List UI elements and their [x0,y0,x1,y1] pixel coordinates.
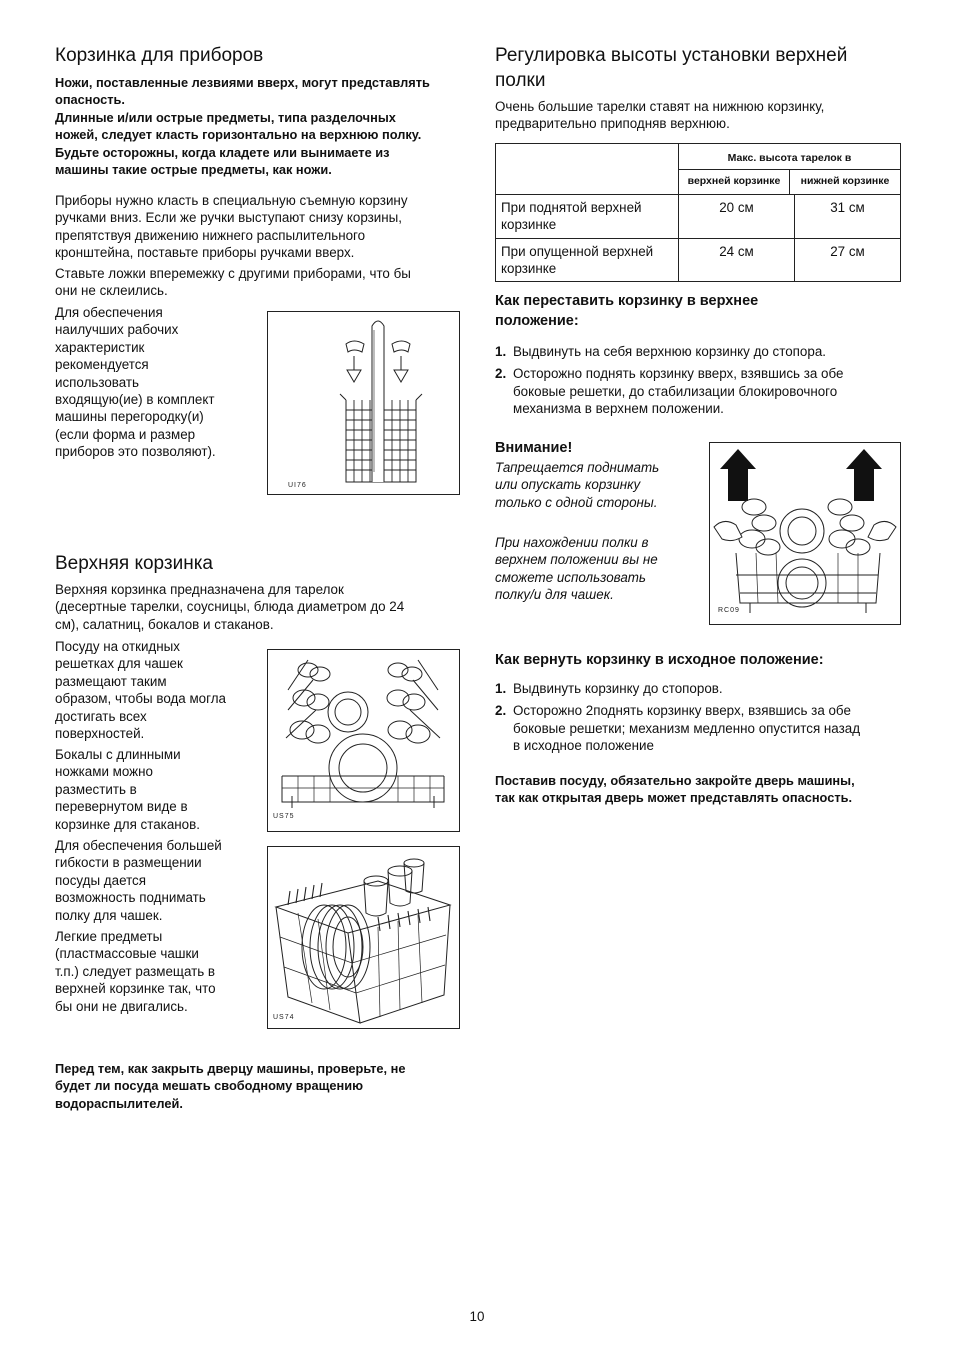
upper-basket-paragraph-4: Легкие предметы (пластмассовые чашки т.п.) следует размещать в верхней корзинке так, что бы они не двигались. [55,929,216,1014]
list-item: 2. Осторожно 2поднять корзинку вверх, взявшись за обе боковые решетки; механизм медленно опустится назад в исходное положение [495,703,861,754]
page-number: 10 [469,1309,485,1324]
height-table-header-top: Макс. высота тарелок в [679,144,900,170]
row-upper-value: 20 см [679,194,795,238]
attention-text-1: Тапрещается поднимать или опускать корзинку только с одной стороны. [495,460,660,510]
attention-text-2: При нахождении полки в верхнем положении вы не сможете использовать полку/и для чашек. [495,535,658,603]
height-adjust-intro: Очень большие тарелки ставят на нижнюю корзинку, предварительно приподняв верхнюю. [495,99,825,132]
raise-steps [495,343,905,423]
height-table [495,143,901,282]
lower-basket-title: Как вернуть корзинку в исходное положение: [495,652,824,668]
height-table-header-row [496,144,901,195]
upper-basket-plates-figure [267,846,460,1029]
upper-basket-paragraph-2: Бокалы с длинными ножками можно разместить в перевернутом виде в корзинке для стаканов. [55,747,200,832]
lower-steps [495,680,905,760]
table-row [496,238,901,282]
row-label: При опущенной верхней корзинке [496,238,679,282]
raise-basket-illustration [710,443,900,624]
row-upper-value: 24 см [679,238,795,282]
raise-basket-title: Как переставить корзинку в верхнее положение: [495,293,759,329]
cutlery-paragraph-3: Для обеспечения наилучших рабочих характеристик рекомендуется использовать входящую(ие) в комплект машины перегородку(и) (если форма и размер приборов это позволяют). [55,305,216,460]
upper-basket-title: Верхняя корзинка [55,553,214,574]
table-row [496,194,901,238]
row-label: При поднятой верхней корзинке [496,194,679,238]
height-table-header [679,144,901,195]
height-table-corner [496,144,679,195]
figure-label: US75 [273,813,295,820]
row-lower-value: 31 см [795,194,901,238]
height-table-col-upper: верхней корзинке [679,170,790,193]
cutlery-paragraph-2: Ставьте ложки вперемежку с другими приборами, что бы они не склеились. [55,266,411,299]
raise-basket-figure [709,442,901,625]
cutlery-paragraph-1: Приборы нужно класть в специальную съемную корзину ручками вниз. Если же ручки выступают снизу корзины, препятствуя движению нижнего распылительного кронштейна, поставьте приборы ручками вверх. [55,193,408,261]
height-adjust-title: Регулировка высоты установки верхней полки [495,45,848,91]
list-item: 2. Осторожно поднять корзинку вверх, взявшись за обе боковые решетки, до стабилизации блокировочного механизма в верхнем положении. [495,366,844,417]
list-item: 1. Выдвинуть на себя верхнюю корзинку до стопора. [495,344,826,359]
upper-basket-paragraph-1: Посуду на откидных решетках для чашек размещают таким образом, чтобы вода могла достигать всех поверхностей. [55,639,226,742]
figure-label: RC09 [718,607,740,614]
upper-basket-plates-illustration [268,847,459,1028]
row-lower-value: 27 см [795,238,901,282]
cutlery-basket-illustration [268,312,459,494]
upper-basket-cups-illustration [268,650,459,831]
figure-label: US74 [273,1014,295,1021]
upper-basket-closing-warning: Перед тем, как закрыть дверцу машины, проверьте, не будет ли посуда мешать свободному вращению водораспылителей. [55,1061,406,1111]
upper-basket-paragraph-3: Для обеспечения большей гибкости в размещении посуды дается возможность поднимать полку для чашек. [55,838,222,923]
height-table-col-lower: нижней корзинке [800,175,890,188]
figure-label: UI76 [288,482,307,489]
upper-basket-intro: Верхняя корзинка предназначена для тарелок (десертные тарелки, соусницы, блюда диаметром до 24 см), салатниц, бокалов и стаканов. [55,582,405,632]
cutlery-warning: Ножи, поставленные лезвиями вверх, могут представлять опасность. Длинные и/или острые предметы, типа разделочных ножей, следует класть горизонтально на верхнюю полку. Будьте осторожны, когда кладете или вынимаете из машины такие острые предметы, как ножи. [55,75,430,178]
lower-basket-closing-warning: Поставив посуду, обязательно закройте дверь машины, так как открытая дверь может представлять опасность. [495,773,855,806]
upper-basket-cups-figure [267,649,460,832]
list-item: 1. Выдвинуть корзинку до стопоров. [495,681,723,696]
cutlery-basket-title: Корзинка для приборов [55,45,264,66]
attention-title: Внимание! [495,440,573,456]
cutlery-basket-figure [267,311,460,495]
